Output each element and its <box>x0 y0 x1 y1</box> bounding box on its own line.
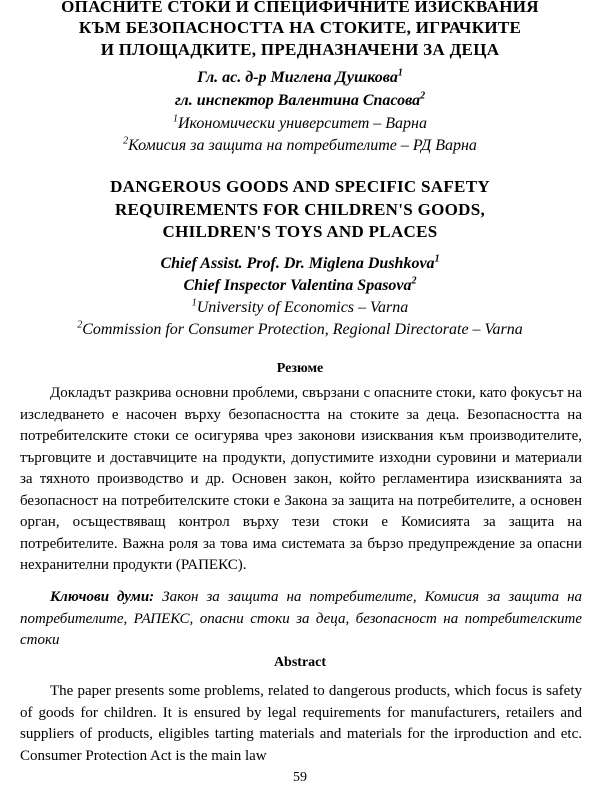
en-affiliation-2-text: Commission for Consumer Protection, Regional Directorate – Varna <box>82 321 523 338</box>
resume-keywords <box>20 587 582 652</box>
bg-author-2-sup: 2 <box>420 90 426 102</box>
en-author-1-sup: 1 <box>434 253 440 265</box>
bg-author-1 <box>0 68 600 88</box>
page-number: 59 <box>293 770 307 785</box>
abstract-text: The paper presents some problems, related to dangerous products, which focus is safety of goods for children. It is ensured by legal requirements for manufacturers, retailers and suppliers of products, eligibles tarting materials and materials for the irproduction and etc. Consumer Protection Act is the main law <box>20 683 582 764</box>
en-author-1 <box>0 254 600 274</box>
bg-author-2-name: гл. инспектор Валентина Спасова <box>174 92 421 109</box>
bg-title-line-3: И ПЛОЩАДКИТЕ, ПРЕДНАЗНАЧЕНИ ЗА ДЕЦА <box>100 40 500 59</box>
en-title-line-2: REQUIREMENTS FOR CHILDREN'S GOODS, <box>114 200 486 219</box>
bg-author-1-sup: 1 <box>397 67 403 79</box>
bg-affiliation-2-text: Комисия за защита на потребителите – РД Варна <box>128 137 477 154</box>
en-title-line-3: CHILDREN'S TOYS AND PLACES <box>162 222 438 241</box>
en-title-line-1: DANGEROUS GOODS AND SPECIFIC SAFETY <box>110 177 490 196</box>
en-author-2-name: Chief Inspector Valentina Spasova <box>183 277 412 294</box>
resume-text: Докладът разкрива основни проблеми, свързани с опасните стоки, като фокусът на изследването е насочен върху безопасността на стоките за деца. Безопасността на потребителските стоки се осигурява чрез законови изисквания към производителите, търговците и доставчиците на продукти, допустимите изходни суровини и материали за тяхното производство и др. Основен закон, който регламентира изискванията за безопасност на потребителските стоки е Закона за защита на потребителите, а основен орган, осъществяващ контрол върху тези стоки е Комисията за защита на потребителите. Важна роля за това има системата за бързо предупреждение за опасни нехранителни продукти (РАПЕКС). <box>20 385 582 573</box>
keywords-label: Ключови думи: <box>50 589 155 605</box>
en-affiliation-1-sup: 1 <box>191 297 197 309</box>
bg-title-line-2: КЪМ БЕЗОПАСНОСТТА НА СТОКИТЕ, ИГРАЧКИТЕ <box>78 18 522 37</box>
keywords-text: Закон за защита на потребителите, Комисия за защита на потребителите, РАПЕКС, опасни стоки за деца, безопасност на потребителските стоки <box>20 589 583 648</box>
en-affiliation-1 <box>0 298 600 318</box>
abstract-heading: Abstract <box>273 655 327 670</box>
en-affiliation-2 <box>0 320 600 340</box>
en-affiliation-2-sup: 2 <box>77 319 83 331</box>
bg-author-1-name: Гл. ас. д-р Миглена Душкова <box>197 69 398 86</box>
bg-affiliation-1-text: Икономически университет – Варна <box>178 115 427 132</box>
bg-author-2 <box>0 91 600 111</box>
en-author-1-name: Chief Assist. Prof. Dr. Miglena Dushkova <box>160 255 435 272</box>
resume-heading: Резюме <box>276 361 324 376</box>
bg-title-line-1: ОПАСНИТЕ СТОКИ И СПЕЦИФИЧНИТЕ ИЗИСКВАНИЯ <box>61 0 539 16</box>
bg-affiliation-1-sup: 1 <box>173 113 178 125</box>
bg-affiliation-2-sup: 2 <box>123 135 129 147</box>
en-author-2-sup: 2 <box>411 275 417 287</box>
bg-affiliation-2 <box>0 136 600 156</box>
bg-affiliation-1 <box>0 114 600 134</box>
en-affiliation-1-text: University of Economics – Varna <box>196 299 409 316</box>
en-author-2 <box>0 276 600 296</box>
